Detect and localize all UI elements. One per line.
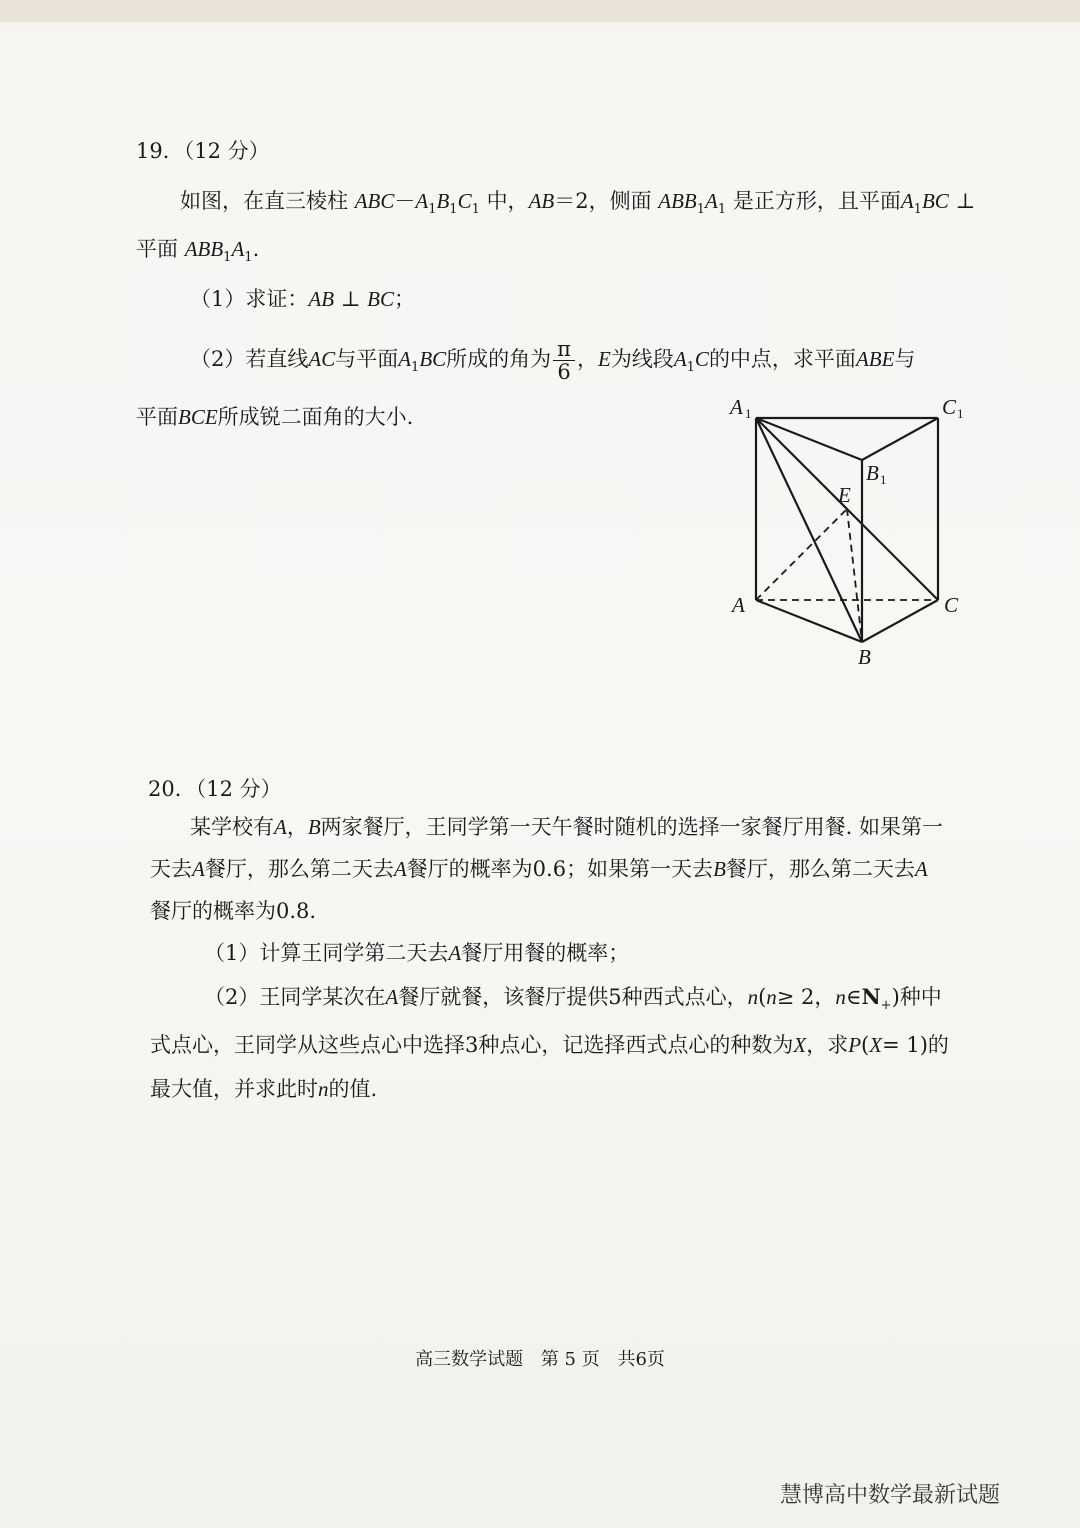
q20-part-2-end: 最大值，并求此时n的值.: [150, 1077, 378, 1101]
q20-part-2: （2）王同学某次在A餐厅就餐，该餐厅提供5种西式点心，n(n≥ 2，$n\in N_+$)种中: [204, 984, 942, 1014]
q19-line-2: 平面 $ABB_1A_1$.: [136, 237, 260, 266]
prism-figure: [720, 390, 980, 675]
edge-ae-hidden: [756, 509, 847, 600]
q20-line-3: 餐厅的概率为0.8.: [150, 899, 317, 923]
label-a1: A: [730, 395, 743, 419]
page-footer: 高三数学试题 第 5 页 共6页: [415, 1349, 665, 1370]
q20-part-1: （1）计算王同学第二天去A餐厅用餐的概率；: [204, 941, 630, 965]
edge-bc: [862, 600, 938, 642]
svg-text:1: 1: [957, 406, 964, 421]
label-c1: C: [942, 395, 957, 419]
edge-a1b: [756, 418, 862, 642]
fraction-pi-over-6: $\frac{\pi}{6}$: [553, 338, 575, 383]
label-a: A: [732, 593, 745, 617]
svg-text:1: 1: [880, 472, 887, 487]
label-b1: B: [866, 461, 879, 485]
label-b: B: [858, 645, 871, 669]
label-c: C: [944, 593, 959, 617]
edge-be-hidden: [847, 509, 862, 642]
scan-edge: [0, 0, 1080, 22]
label-e: E: [838, 483, 851, 507]
q19-header: 19．（12 分）: [136, 139, 270, 163]
q20-line-2: 天去A餐厅，那么第二天去A餐厅的概率为0.6；如果第一天去B餐厅，那么第二天去A: [150, 857, 928, 881]
q19-part-2: （2）若直线AC与平面$A_1BC$所成的角为 $\frac{\pi}{6}$ ，E为线段$A_1C$的中点，求平面ABE与: [190, 337, 916, 384]
q19-line-1: 如图，在直三棱柱 $ABC-A_1B_1C_1$ 中，AB＝2，侧面 $ABB_1A_1$ 是正方形，且平面$A_1BC$ ⊥: [180, 189, 976, 218]
q20-line-1: 某学校有A，B两家餐厅，王同学第一天午餐时随机的选择一家餐厅用餐. 如果第一: [190, 815, 944, 839]
q19-part-2-cont: 平面BCE所成锐二面角的大小.: [136, 405, 414, 429]
q20-header: 20．（12 分）: [148, 777, 282, 801]
q20-part-2-cont: 式点心，王同学从这些点心中选择3种点心，记选择西式点心的种数为X，求P(X= 1)的: [150, 1033, 949, 1057]
svg-text:1: 1: [745, 406, 752, 421]
q19-part-1: （1）求证：AB ⊥ BC；: [190, 287, 415, 311]
watermark-text: 慧博高中数学最新试题: [780, 1483, 1001, 1508]
edge-b1c1: [862, 418, 938, 460]
